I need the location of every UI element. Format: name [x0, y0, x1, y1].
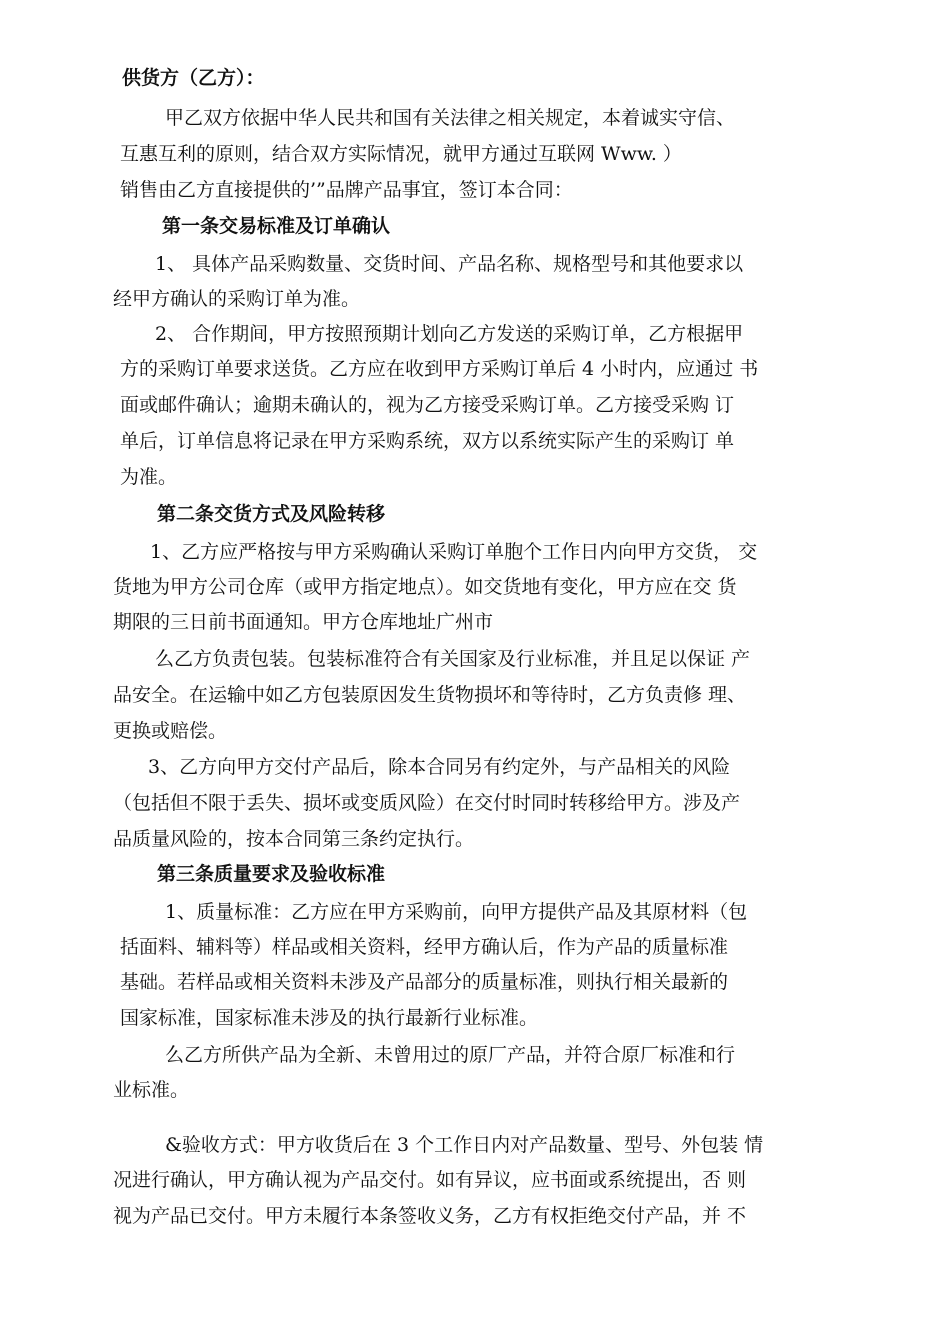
article3-line: 么乙方所供产品为全新、未曾用过的原厂产品，并符合原厂标准和行: [165, 1044, 736, 1066]
article2-line: 3、乙方向甲方交付产品后，除本合同另有约定外，与产品相关的风险: [148, 756, 731, 778]
preamble-line: 互惠互利的原则，结合双方实际情况，就甲方通过互联网 Www. ）: [120, 143, 682, 165]
article1-line: 单后，订单信息将记录在甲方采购系统，双方以系统实际产生的采购订 单: [120, 430, 735, 452]
article1-line: 经甲方确认的采购订单为准。: [113, 288, 361, 310]
article2-line: 1、乙方应严格按与甲方采购确认采购订单胞个工作日内向甲方交货， 交: [150, 541, 758, 563]
article3-line: 视为产品已交付。甲方未履行本条签收义务，乙方有权拒绝交付产品，并 不: [113, 1205, 747, 1227]
article1-line: 面或邮件确认；逾期未确认的，视为乙方接受采购订单。乙方接受采购 订: [120, 394, 735, 416]
article2-line: 品质量风险的，按本合同第三条约定执行。: [113, 828, 475, 850]
article2-line: （包括但不限于丢失、损坏或变质风险）在交付时同时转移给甲方。涉及产: [113, 792, 741, 814]
supplier-heading: 供货方（乙方）：: [122, 67, 265, 89]
article3-line: 况进行确认，甲方确认视为产品交付。如有异议，应书面或系统提出，否 则: [113, 1169, 747, 1191]
article2-line: 货地为甲方公司仓库（或甲方指定地点）。如交货地有变化，甲方应在交 货: [113, 576, 737, 598]
article3-line: 括面料、辅料等）样品或相关资料，经甲方确认后，作为产品的质量标准: [120, 936, 729, 958]
article1-line: 1、 具体产品采购数量、交货时间、产品名称、规格型号和其他要求以: [155, 253, 744, 275]
article1-line: 为准。: [120, 466, 178, 488]
article3-line: 基础。若样品或相关资料未涉及产品部分的质量标准，则执行相关最新的: [120, 971, 729, 993]
article2-line: 更换或赔偿。: [113, 720, 228, 742]
article3-title: 第三条质量要求及验收标准: [157, 863, 386, 885]
article1-title: 第一条交易标准及订单确认: [162, 215, 391, 237]
article2-title: 第二条交货方式及风险转移: [157, 503, 386, 525]
preamble-line: 甲乙双方依据中华人民共和国有关法律之相关规定，本着诚实守信、: [165, 107, 736, 129]
article2-line: 么乙方负责包装。包装标准符合有关国家及行业标准，并且足以保证 产: [155, 648, 751, 670]
article2-line: 期限的三日前书面通知。甲方仓库地址广州市: [113, 611, 494, 633]
article2-line: 品安全。在运输中如乙方包装原因发生货物损坏和等待时，乙方负责修 理、: [113, 684, 747, 706]
preamble-line: 销售由乙方直接提供的’”品牌产品事宜，签订本合同：: [120, 179, 573, 201]
article3-line: 国家标准，国家标准未涉及的执行最新行业标准。: [120, 1007, 539, 1029]
article3-line: 1、质量标准：乙方应在甲方采购前，向甲方提供产品及其原材料（包: [165, 901, 748, 923]
article1-line: 2、 合作期间，甲方按照预期计划向乙方发送的采购订单，乙方根据甲: [155, 323, 744, 345]
article3-line: &验收方式：甲方收货后在 3 个工作日内对产品数量、型号、外包装 情: [165, 1134, 764, 1156]
article3-line: 业标准。: [113, 1079, 190, 1101]
article1-line: 方的采购订单要求送货。乙方应在收到甲方采购订单后 4 小时内，应通过 书: [120, 358, 759, 380]
